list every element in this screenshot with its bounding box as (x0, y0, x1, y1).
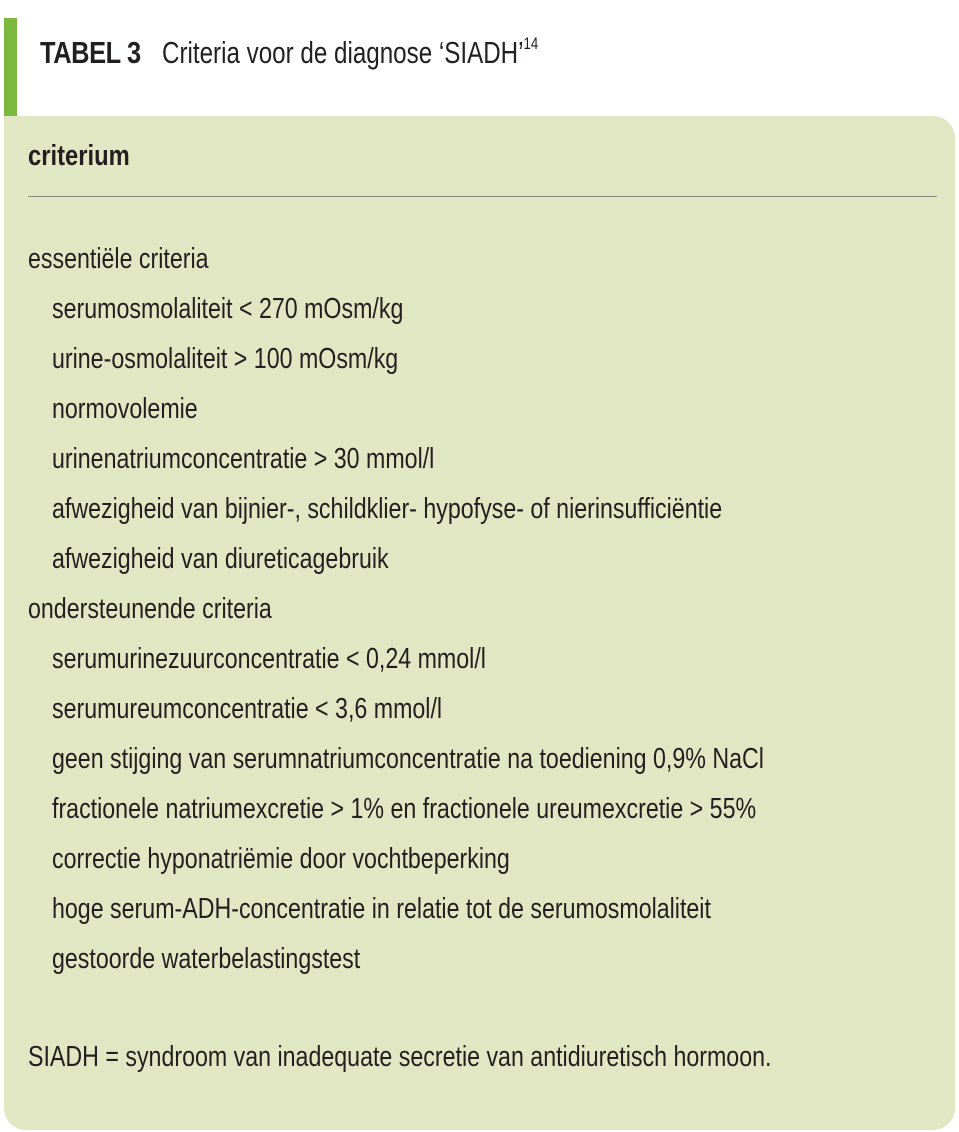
accent-bar (4, 18, 17, 116)
reference-number: 14 (523, 34, 539, 53)
table-panel (4, 116, 955, 1130)
table-title-text: Criteria voor de diagnose ‘SIADH’ (162, 35, 524, 70)
list-item: serumureumconcentratie < 3,6 mmol/l (52, 693, 443, 725)
list-item: urinenatriumconcentratie > 30 mmol/l (52, 443, 435, 475)
list-item: geen stijging van serumnatriumconcentratie na toediening 0,9% NaCl (52, 743, 764, 775)
list-item: normovolemie (52, 393, 198, 425)
table-header (40, 34, 644, 78)
column-header: criterium (28, 140, 130, 172)
list-item: urine-osmolaliteit > 100 mOsm/kg (52, 343, 399, 375)
group-heading-supporting: ondersteunende criteria (28, 593, 272, 625)
list-item: serumurinezuurconcentratie < 0,24 mmol/l (52, 643, 486, 675)
table-footnote: SIADH = syndroom van inadequate secretie van antidiuretisch hormoon. (28, 1041, 772, 1073)
list-item: gestoorde waterbelastingstest (52, 943, 361, 975)
criteria-list (28, 234, 928, 984)
list-item: correctie hyponatriëmie door vochtbeperking (52, 843, 510, 875)
list-item: fractionele natriumexcretie > 1% en fractionele ureumexcretie > 55% (52, 793, 757, 825)
list-item: afwezigheid van diureticagebruik (52, 543, 389, 575)
list-item: serumosmolaliteit < 270 mOsm/kg (52, 293, 404, 325)
table-number-label: TABEL 3 (40, 35, 141, 70)
group-heading-essential: essentiële criteria (28, 243, 209, 275)
header-divider (28, 196, 937, 197)
table-title (162, 34, 538, 71)
list-item: afwezigheid van bijnier-, schildklier- hypofyse- of nierinsufficiëntie (52, 493, 723, 525)
list-item: hoge serum-ADH-concentratie in relatie tot de serumosmolaliteit (52, 893, 711, 925)
